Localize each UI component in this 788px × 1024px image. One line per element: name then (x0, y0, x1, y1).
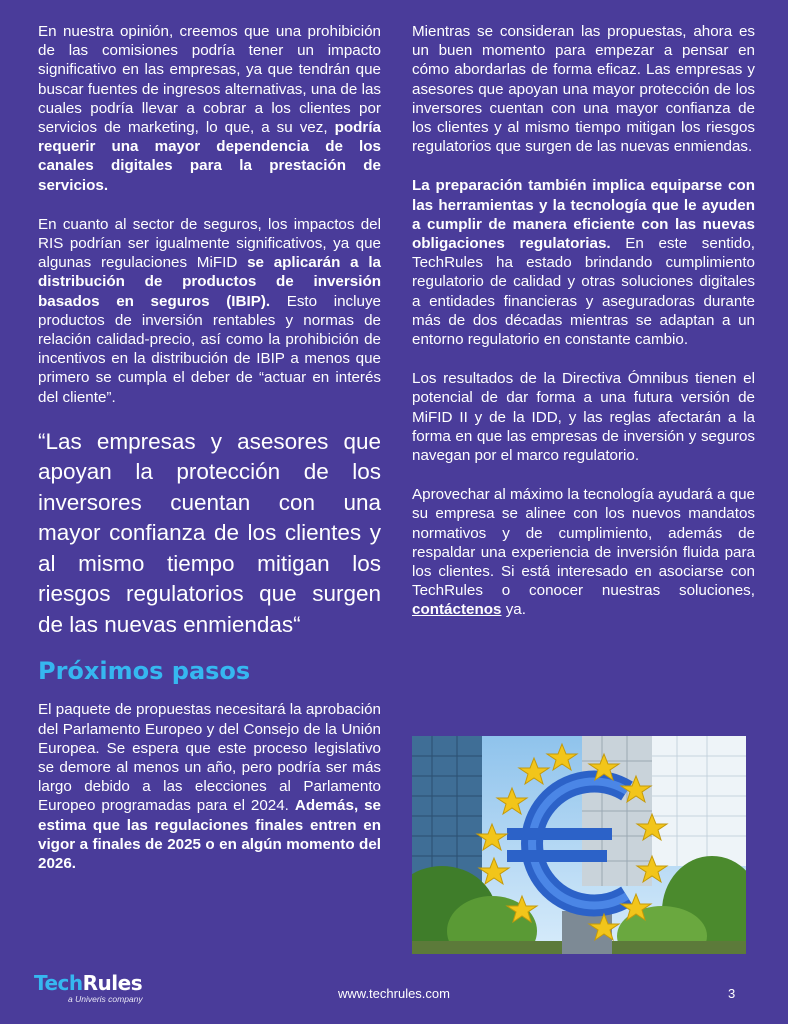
paragraph-omnibus: Los resultados de la Directiva Ómnibus tienen el potencial de dar forma a una futura versión de MiFID II y de la IDD, y las reglas afectarán a la forma en que las empresas de inversión y seguros navegan por el marco regulatorio. (412, 370, 755, 465)
paragraph-bold: se aplicarán a la distribución de productos de inversión basados en seguros (IBIP). (38, 254, 381, 310)
euro-sculpture-illustration (412, 736, 746, 954)
right-column (412, 22, 755, 640)
paragraph-proposals: Mientras se consideran las propuestas, ahora es un buen momento para empezar a pensar en cómo abordarlas de forma eficaz. Las empresas y asesores que apoyan una mayor protección de los inversores cuentan con una mayor confianza de los clientes y al mismo tiempo mitigan los riesgos regulatorios que surgen de las nuevas enmiendas. (412, 23, 755, 156)
page-number: 3 (728, 986, 736, 1001)
paragraph-bold: podría requerir una mayor dependencia de los canales digitales para la prestación de servicios. (38, 119, 381, 194)
left-column (38, 22, 381, 893)
footer-url[interactable]: www.techrules.com (338, 986, 450, 1001)
paragraph-text: ya. (501, 601, 526, 619)
section-heading: Próximos pasos (38, 657, 251, 686)
logo-rules: Rules (82, 971, 143, 995)
paragraph-insurance (38, 215, 381, 407)
pull-quote: “Las empresas y asesores que apoyan la protección de los inversores cuentan con una mayor confianza de los clientes y al mismo tiempo mitigan los riesgos regulatorios que surgen de las nuevas enmiendas“ (38, 428, 381, 637)
paragraph-next-steps (38, 700, 381, 873)
logo-tagline: a Univeris company (68, 994, 143, 1004)
paragraph-text: En este sentido, TechRules ha estado brindando cumplimiento regulatorio de calidad y otras soluciones digitales a entidades financieras y aseguradoras durante más de dos décadas mientras se adaptan a un entorno regulatorio en constante cambio. (412, 235, 755, 349)
paragraph-text: Esto incluye productos de inversión rentables y normas de relación calidad-precio, así como la prohibición de incentivos en la distribución de IBIP a menos que primero se cumpla el deber de “actuar en interés del cliente”. (38, 292, 381, 406)
paragraph-preparation (412, 176, 755, 349)
contact-link[interactable]: contáctenos (412, 601, 502, 619)
paragraph-text: El paquete de propuestas necesitará la aprobación del Parlamento Europeo y del Consejo de la Unión Europea. Se espera que este proceso legislativo se demore al menos un año, pero podría ser más largo debido a las elecciones al Parlamento Europeo programadas para el 2024. (38, 701, 381, 815)
logo-tech: Tech (34, 971, 83, 995)
paragraph-bold: La preparación también implica equiparse con las herramientas y la tecnología que le ayuden a cumplir de manera eficiente con las nuevas obligaciones regulatorias. (412, 177, 755, 253)
paragraph-text: En cuanto al sector de seguros, los impactos del RIS podrían ser igualmente significativos, ya que algunas regulaciones MiFID (38, 215, 381, 272)
paragraph-bold: Además, se estima que las regulaciones finales entren en vigor a finales de 2025 o en algún momento del 2026. (38, 797, 382, 872)
paragraph-text: Aprovechar al máximo la tecnología ayudará a que su empresa se alinee con los nuevos mandatos normativos y de cumplimiento, además de respaldar una experiencia de inversión fluida para los clientes. Si está interesado en asociarse con TechRules o conocer nuestras soluciones, (412, 486, 755, 600)
paragraph-commissions (38, 22, 381, 195)
euro-sculpture-photo (412, 736, 746, 954)
paragraph-technology (412, 485, 755, 619)
paragraph-text: En nuestra opinión, creemos que una prohibición de las comisiones podría tener un impacto significativo en las empresas, ya que tendrán que buscar fuentes de ingresos alternativas, una de las cuales podría llevar a cobrar a los clientes por servicios de marketing, lo que, a su vez, (38, 23, 381, 137)
